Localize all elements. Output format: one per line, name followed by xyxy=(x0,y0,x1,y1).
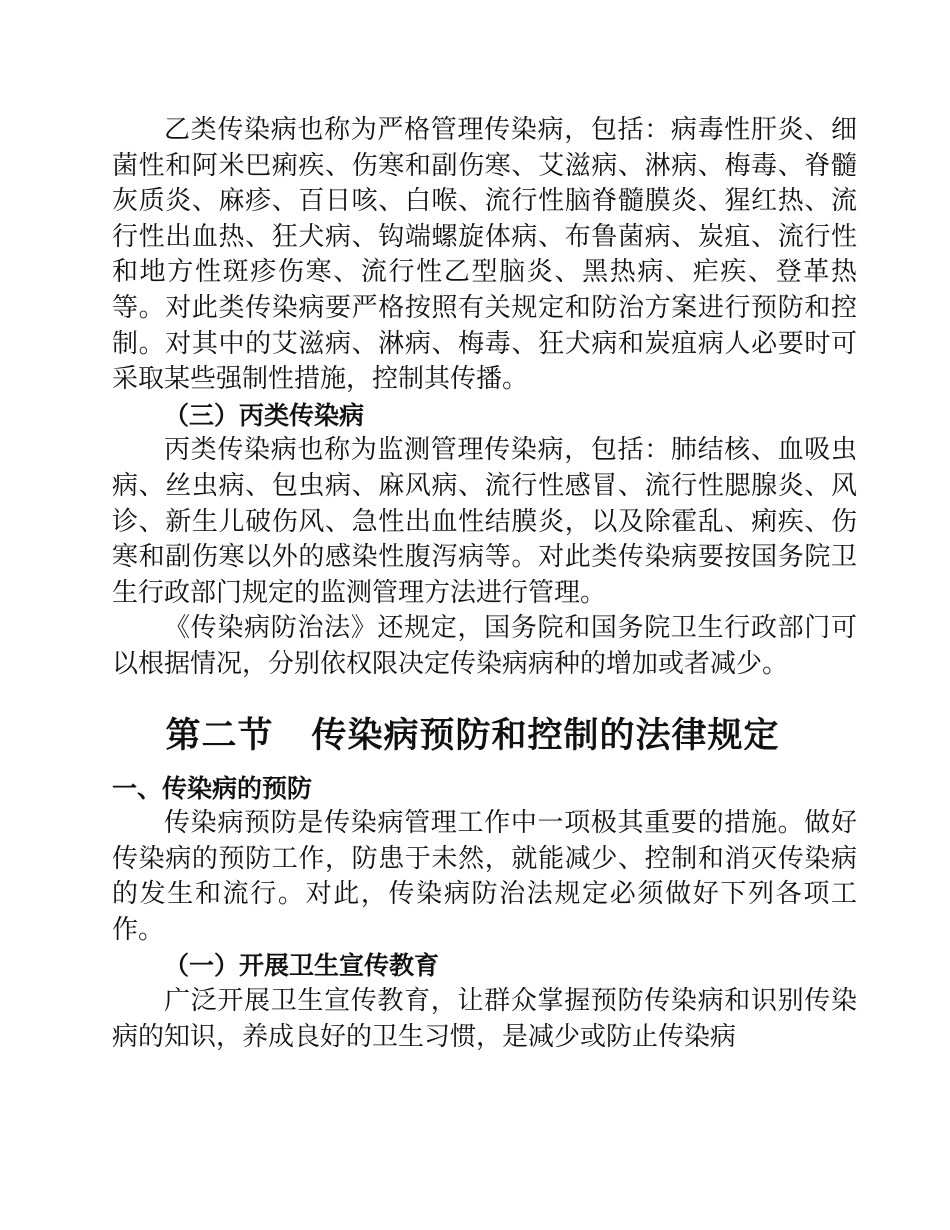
section-title xyxy=(112,711,857,761)
paragraph-education: 广泛开展卫生宣传教育，让群众掌握预防传染病和识别传染病的知识，养成良好的卫生习惯，是减少或防止传染病 xyxy=(112,986,857,1052)
paragraph-prevention: 传染病预防是传染病管理工作中一项极其重要的措施。做好传染病的预防工作，防患于未然，就能减少、控制和消灭传染病的发生和流行。对此，传染病防治法规定必须做好下列各项工作。 xyxy=(112,808,857,945)
paragraph-law: 《传染病防治法》还规定，国务院和国务院卫生行政部门可以根据情况，分别依权限决定传染病病种的增加或者减少。 xyxy=(112,613,857,679)
paragraph-class-b: 乙类传染病也称为严格管理传染病，包括：病毒性肝炎、细菌性和阿米巴痢疾、伤寒和副伤寒、艾滋病、淋病、梅毒、脊髓灰质炎、麻疹、百日咳、白喉、流行性脑脊髓膜炎、猩红热、流行性出血热、狂犬病、钩端螺旋体病、布鲁菌病、炭疽、流行性和地方性斑疹伤寒、流行性乙型脑炎、黑热病、疟疾、登革热等。对此类传染病要严格按照有关规定和防治方案进行预防和控制。对其中的艾滋病、淋病、梅毒、狂犬病和炭疽病人必要时可采取某些强制性措施，控制其传播。 xyxy=(112,115,857,395)
document-page xyxy=(112,113,857,1055)
subheading-class-c: （三）丙类传染病 xyxy=(164,400,365,430)
heading-prevention: 一、传染病的预防 xyxy=(112,773,313,803)
subheading-education: （一）开展卫生宣传教育 xyxy=(164,951,440,981)
section-number: 第二节 xyxy=(165,714,274,756)
section-title-text: 传染病预防和控制的法律规定 xyxy=(311,714,780,756)
paragraph-class-c: 丙类传染病也称为监测管理传染病，包括：肺结核、血吸虫病、丝虫病、包虫病、麻风病、流行性感冒、流行性腮腺炎、风诊、新生儿破伤风、急性出血性结膜炎，以及除霍乱、痢疾、伤寒和副伤寒以外的感染性腹泻病等。对此类传染病要按国务院卫生行政部门规定的监测管理方法进行管理。 xyxy=(112,435,857,608)
